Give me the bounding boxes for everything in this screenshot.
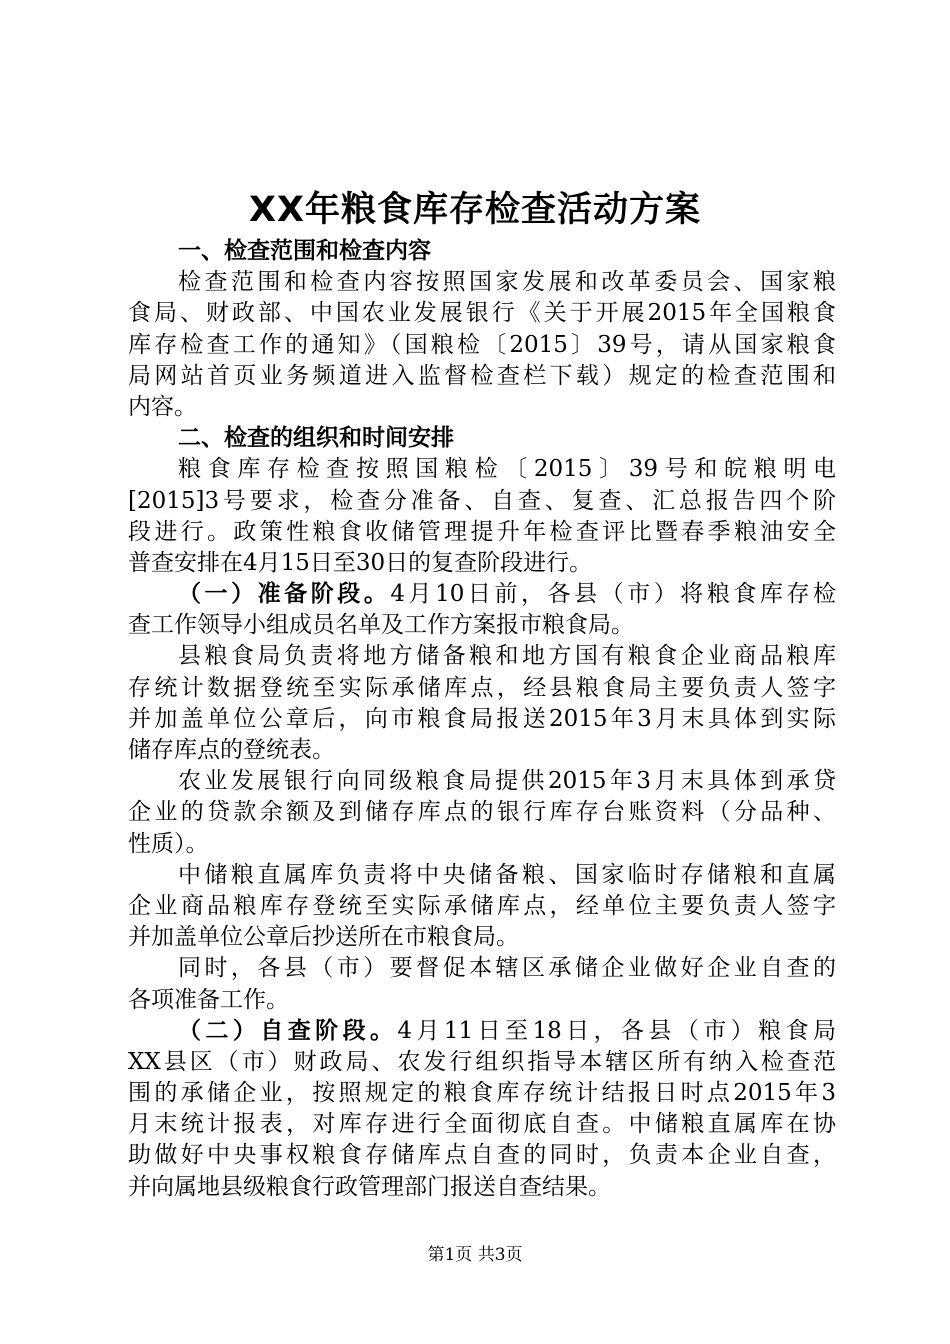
paragraph-line: XX县区（市）财政局、农发行组织指导本辖区所有纳入检查范 xyxy=(128,1048,836,1075)
subsection-first-line xyxy=(128,579,836,610)
section-heading: 一、检查范围和检查内容 xyxy=(178,238,431,264)
paragraph-line: 并加盖单位公章后抄送所在市粮食局。 xyxy=(128,924,519,951)
paragraph-line: 并加盖单位公章后，向市粮食局报送2015年3月末具体到实际 xyxy=(128,705,836,732)
paragraph-line: 段进行。政策性粮食收储管理提升年检查评比暨春季粮油安全 xyxy=(128,518,836,545)
document-body xyxy=(128,236,836,1203)
paragraph-line: 围的承储企业，按照规定的粮食库存统计结报日时点2015年3 xyxy=(128,1080,836,1107)
subsection-text: 4月11日至18日，各县（市）粮食局 xyxy=(397,1017,836,1044)
paragraph-line: 助做好中央事权粮食存储库点自查的同时，负责本企业自查， xyxy=(128,1142,836,1169)
paragraph-line: 库存检查工作的通知》（国粮检〔2015〕39号，请从国家粮食 xyxy=(128,331,836,358)
paragraph-line: 性质）。 xyxy=(128,830,209,857)
paragraph-line: 企业商品粮库存登统至实际承储库点，经单位主要负责人签字 xyxy=(128,892,836,919)
subsection-first-line xyxy=(128,1016,836,1047)
subsection-text: 4月10日前，各县（市）将粮食库存检 xyxy=(390,581,837,608)
paragraph-line: 月末统计报表，对库存进行全面彻底自查。中储粮直属库在协 xyxy=(128,1111,836,1138)
paragraph-line: 同时，各县（市）要督促本辖区承储企业做好企业自查的 xyxy=(178,955,836,982)
document-title: XX年粮食库存检查活动方案 xyxy=(249,190,701,230)
paragraph-line: 检查范围和检查内容按照国家发展和改革委员会、国家粮 xyxy=(178,269,836,296)
paragraph-line: 并向属地县级粮食行政管理部门报送自查结果。 xyxy=(128,1173,611,1200)
subsection-label: （一）准备阶段。 xyxy=(178,581,391,608)
paragraph-line: 存统计数据登统至实际承储库点，经县粮食局主要负责人签字 xyxy=(128,674,836,701)
paragraph-line: 中储粮直属库负责将中央储备粮、国家临时存储粮和直属 xyxy=(178,861,836,888)
paragraph-line: 查工作领导小组成员名单及工作方案报市粮食局。 xyxy=(128,612,634,639)
paragraph-line: 局网站首页业务频道进入监督检查栏下载）规定的检查范围和 xyxy=(128,362,836,389)
subsection-label: （二）自查阶段。 xyxy=(178,1017,398,1044)
paragraph-line: 农业发展银行向同级粮食局提供2015年3月末具体到承贷 xyxy=(178,768,836,795)
paragraph-line: 储存库点的登统表。 xyxy=(128,737,335,763)
paragraph-line: 食局、财政部、中国农业发展银行《关于开展2015年全国粮食 xyxy=(128,300,836,327)
paragraph-line: [2015]3号要求，检查分准备、自查、复查、汇总报告四个阶 xyxy=(128,487,836,514)
paragraph-line: 各项准备工作。 xyxy=(128,986,289,1013)
paragraph-line: 县粮食局负责将地方储备粮和地方国有粮食企业商品粮库 xyxy=(178,643,836,670)
section-heading: 二、检查的组织和时间安排 xyxy=(178,425,454,452)
paragraph-line: 粮食库存检查按照国粮检〔2015〕39号和皖粮明电 xyxy=(178,456,836,483)
paragraph-line: 普查安排在4月15日至30日的复查阶段进行。 xyxy=(128,549,593,576)
paragraph-line: 企业的贷款余额及到储存库点的银行库存台账资料（分品种、 xyxy=(128,799,836,826)
paragraph-line: 内容。 xyxy=(128,393,197,420)
page-footer: 第1页 共3页 xyxy=(427,1245,523,1265)
